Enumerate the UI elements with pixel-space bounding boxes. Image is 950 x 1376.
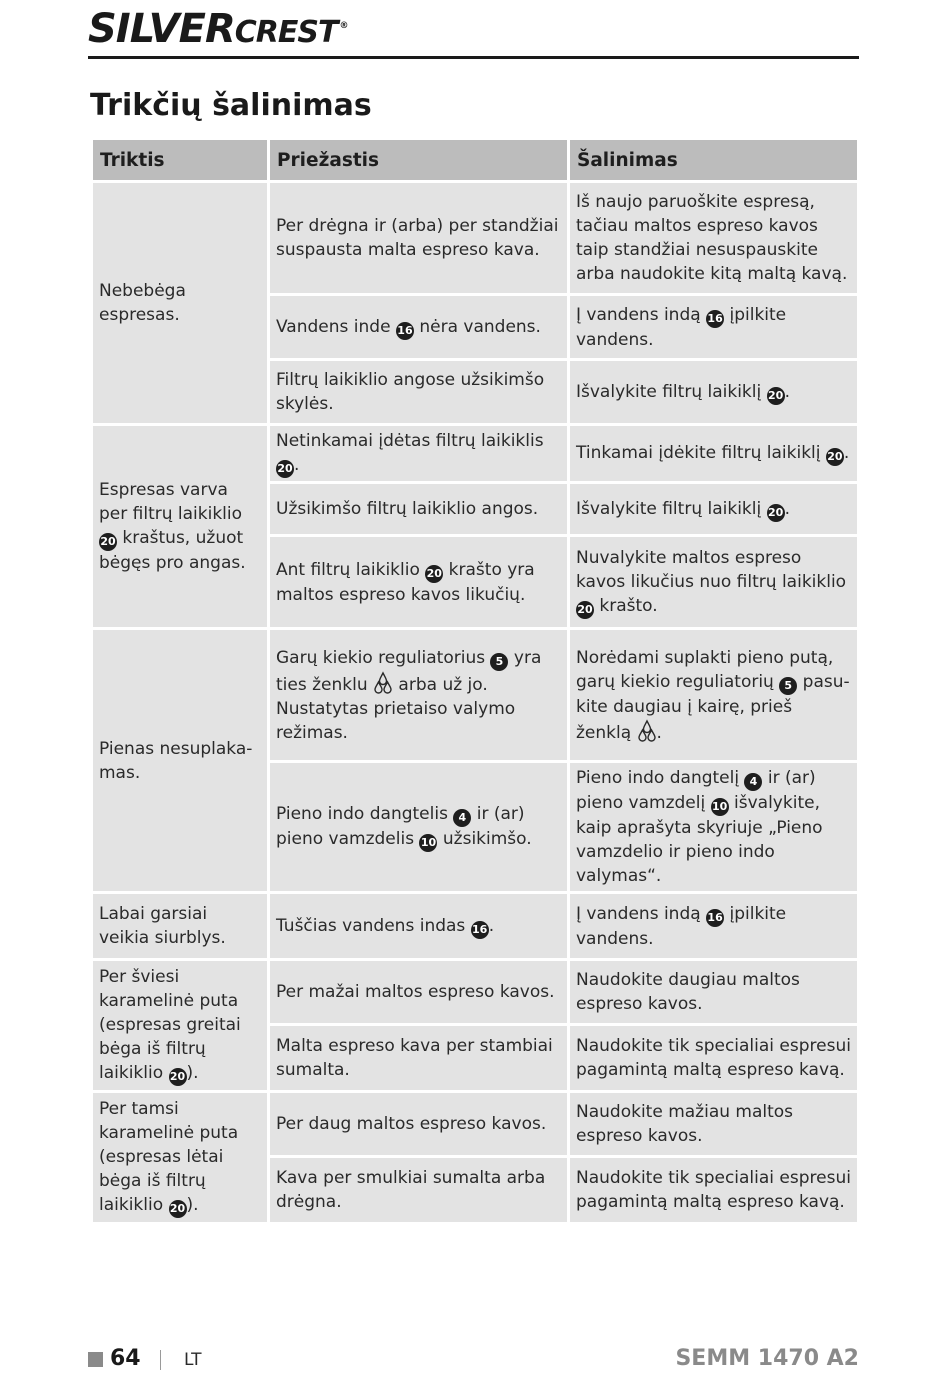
- problem-cell: [93, 1093, 267, 1222]
- cell-text: Per daug maltos espreso kavos.: [276, 1114, 547, 1134]
- cell-text: Pienas nesuplakamas.: [99, 738, 253, 783]
- part-number-badge: 20: [169, 1068, 187, 1086]
- footer-divider: [160, 1350, 161, 1370]
- page-title: Trikčių šalinimas: [90, 88, 372, 123]
- cell-text: Į vandens indą: [576, 304, 707, 325]
- table-row: [93, 1093, 857, 1155]
- header-cause: Priežastis: [270, 140, 567, 180]
- cell-text: kraštus, užuot bėgęs pro angas.: [99, 528, 246, 573]
- cell-text: Išvalykite filtrų laikiklį: [576, 498, 767, 519]
- part-number-badge: 20: [767, 387, 785, 405]
- language-code: LT: [184, 1350, 202, 1370]
- footer-square-marker: [88, 1352, 103, 1367]
- part-number-badge: 5: [779, 677, 797, 695]
- cause-cell: [270, 1026, 567, 1090]
- remedy-cell: [570, 183, 857, 293]
- cell-text: Per drėgna ir (arba) per standžiai suspausta malta espreso kava.: [276, 216, 559, 260]
- cause-cell: [270, 961, 567, 1023]
- table-row: [93, 961, 857, 1023]
- problem-cell: [93, 894, 267, 958]
- table-header-row: [93, 140, 857, 180]
- cause-cell: [270, 1093, 567, 1155]
- cell-text: Į vandens indą: [576, 903, 707, 924]
- cell-text: Išvalykite filtrų laikiklį: [576, 381, 767, 402]
- header-problem: Triktis: [93, 140, 267, 180]
- part-number-badge: 16: [396, 322, 414, 340]
- cell-text: .: [784, 381, 791, 402]
- cell-text: ir (ar) pieno vamzdelį: [576, 768, 816, 813]
- cause-cell: [270, 183, 567, 293]
- table-row: [93, 183, 857, 293]
- cell-text: Kava per smulkiai sumalta arba drėgna.: [276, 1168, 546, 1212]
- cause-cell: [270, 1158, 567, 1222]
- part-number-badge: 16: [706, 909, 724, 927]
- cell-text: Tinkamai įdėkite filtrų laikiklį: [576, 443, 826, 463]
- cause-cell: [270, 630, 567, 760]
- cell-text: Ant filtrų laikiklio: [276, 559, 426, 580]
- remedy-cell: [570, 961, 857, 1023]
- cell-text: .: [656, 722, 662, 743]
- model-number: SEMM 1470 A2: [675, 1346, 859, 1371]
- cell-text: nėra vandens.: [413, 316, 541, 337]
- remedy-cell: [570, 484, 857, 534]
- cell-text: užsikimšo.: [437, 829, 532, 849]
- cell-text: Nebebėga espresas.: [99, 281, 186, 325]
- cell-text: Tuščias vandens indas: [276, 915, 471, 936]
- cell-text: Vandens inde: [276, 316, 396, 337]
- header-rule: [88, 56, 859, 59]
- page-footer: [0, 1346, 950, 1376]
- cell-text: Malta espreso kava per stambiai sumalta.: [276, 1036, 553, 1080]
- cause-cell: [270, 763, 567, 891]
- remedy-cell: [570, 426, 857, 481]
- cell-text: įpilkite vandens.: [576, 304, 787, 350]
- remedy-cell: [570, 537, 857, 627]
- cell-text: Netinkamai įdėtas filtrų laikiklis: [276, 431, 544, 451]
- header-remedy: Šalinimas: [570, 140, 857, 180]
- cause-cell: [270, 426, 567, 481]
- remedy-cell: [570, 1093, 857, 1155]
- cell-text: Iš naujo paruoškite espresą, tačiau maltos espreso kavos taip standžiai nesuspauskite arba naudokite kitą maltą kavą.: [576, 192, 848, 284]
- part-number-badge: 20: [169, 1200, 187, 1218]
- remedy-cell: [570, 296, 857, 358]
- cell-text: krašto yra maltos espreso kavos likučių.: [276, 559, 535, 605]
- cell-text: arba už jo. Nustatytas prietaiso valymo režimas.: [276, 674, 516, 743]
- cell-text: išvalykite, kaip aprašyta skyriuje „Pieno vamzdelio ir pieno indo valymas“.: [576, 793, 823, 886]
- cell-text: Pieno indo dangtelis: [276, 804, 454, 824]
- steam-drops-icon: [637, 719, 657, 743]
- cell-text: Naudokite mažiau maltos espreso kavos.: [576, 1102, 794, 1146]
- part-number-badge: 20: [576, 601, 594, 619]
- cause-cell: [270, 361, 567, 423]
- cell-text: Filtrų laikiklio angose užsikimšo skylės.: [276, 370, 545, 414]
- problem-cell: [93, 630, 267, 891]
- cell-text: Naudokite tik specialiai espresui pagamintą maltą espreso kavą.: [576, 1036, 851, 1080]
- cell-text: .: [488, 915, 495, 936]
- cause-cell: [270, 296, 567, 358]
- cell-text: Naudokite daugiau maltos espreso kavos.: [576, 970, 800, 1014]
- cause-cell: [270, 537, 567, 627]
- cell-text: ).: [186, 1195, 199, 1215]
- remedy-cell: [570, 894, 857, 958]
- cell-text: Labai garsiai veikia siurblys.: [99, 904, 226, 948]
- troubleshooting-table: [90, 137, 860, 1225]
- remedy-cell: [570, 1158, 857, 1222]
- cell-text: Garų kiekio reguliatorius: [276, 647, 491, 668]
- remedy-cell: [570, 1026, 857, 1090]
- problem-cell: [93, 961, 267, 1090]
- problem-cell: [93, 183, 267, 423]
- table-row: [93, 894, 857, 958]
- steam-drops-icon: [373, 671, 393, 695]
- cell-text: Norėdami suplakti pieno putą, garų kiekio reguliatorių: [576, 647, 834, 692]
- cell-text: Per tamsi karamelinė puta (espresas lėtai bėga iš filtrų laikiklio: [99, 1099, 239, 1215]
- cell-text: Užsikimšo filtrų laikiklio angos.: [276, 499, 539, 519]
- cell-text: ).: [186, 1063, 199, 1083]
- cause-cell: [270, 894, 567, 958]
- cell-text: Pieno indo dangtelį: [576, 768, 745, 788]
- cell-text: Naudokite tik specialiai espresui pagamintą maltą espreso kavą.: [576, 1168, 851, 1212]
- remedy-cell: [570, 630, 857, 760]
- part-number-badge: 4: [453, 809, 471, 827]
- page-number: 64: [110, 1346, 141, 1371]
- remedy-cell: [570, 361, 857, 423]
- part-number-badge: 10: [419, 834, 437, 852]
- cell-text: krašto.: [594, 595, 658, 616]
- part-number-badge: 20: [99, 533, 117, 551]
- cell-text: Nuvalykite maltos espreso kavos likučius nuo filtrų laikiklio: [576, 547, 847, 592]
- part-number-badge: 16: [471, 921, 489, 939]
- cell-text: Espresas varva per filtrų laikiklio: [99, 480, 243, 524]
- part-number-badge: 5: [490, 653, 508, 671]
- cell-text: Per mažai maltos espreso kavos.: [276, 982, 555, 1002]
- cell-text: yra ties ženklu: [276, 647, 542, 695]
- part-number-badge: 4: [744, 773, 762, 791]
- cell-text: ir (ar) pieno vamzdelis: [276, 804, 525, 849]
- cell-text: .: [843, 443, 850, 463]
- brand-logo: SILVERCREST ®: [88, 6, 348, 52]
- part-number-badge: 20: [425, 565, 443, 583]
- part-number-badge: 20: [826, 448, 844, 466]
- remedy-cell: [570, 763, 857, 891]
- part-number-badge: 20: [767, 504, 785, 522]
- cell-text: Per šviesi karamelinė puta (espresas greitai bėga iš filtrų laikiklio: [99, 967, 241, 1083]
- problem-cell: [93, 426, 267, 627]
- cell-text: .: [294, 455, 300, 475]
- cause-cell: [270, 484, 567, 534]
- cell-text: .: [784, 498, 791, 519]
- cell-text: įpilkite vandens.: [576, 903, 787, 949]
- table-row: [93, 426, 857, 481]
- part-number-badge: 10: [711, 798, 729, 816]
- part-number-badge: 20: [276, 460, 294, 478]
- part-number-badge: 16: [706, 310, 724, 328]
- cell-text: pasukite daugiau į kairę, prieš ženklą: [576, 671, 850, 743]
- table-row: [93, 630, 857, 760]
